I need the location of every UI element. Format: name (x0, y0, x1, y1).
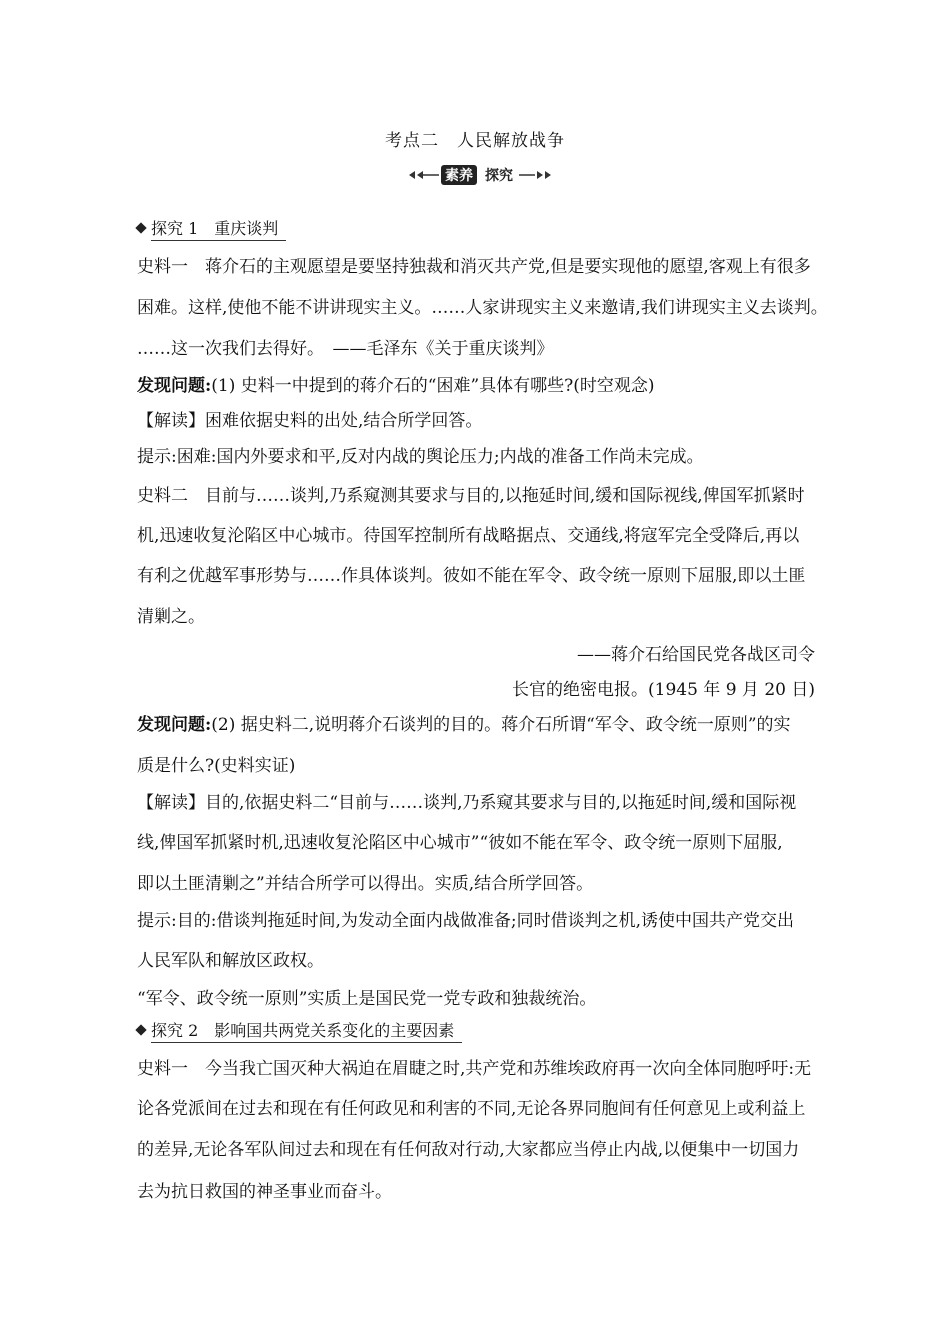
question-2-cont: 质是什么?(史料实证) (137, 756, 296, 776)
source-1-line: 史料一 蒋介石的主观愿望是要坚持独裁和消灭共产党,但是要实现他的愿望,客观上有很多 (137, 257, 811, 277)
banner-label-2: 探究 (485, 168, 513, 184)
section-2-source-line: 去为抗日救国的神圣事业而奋斗。 (137, 1182, 392, 1202)
question-text: (2) 据史料二,说明蒋介石谈判的目的。蒋介石所谓“军令、政令统一原则”的实 (211, 715, 791, 735)
source-2-attribution: ——蒋介石给国民党各战区司令 (577, 645, 815, 665)
interpretation-2: 线,俾国军抓紧时机,迅速收复沦陷区中心城市”“彼如不能在军令、政令统一原则下屈服, (137, 833, 783, 853)
section-2-heading: 探究 2 影响国共两党关系变化的主要因素 (137, 1020, 462, 1043)
section-banner (405, 162, 555, 188)
question-2 (137, 714, 827, 736)
section-2-source-line: 史料一 今当我亡国灭种大祸迫在眉睫之时,共产党和苏维埃政府再一次向全体同胞呼吁:无 (137, 1059, 812, 1079)
source-2-line: 清剿之。 (137, 607, 205, 627)
hint-1: 提示:困难:国内外要求和平,反对内战的舆论压力;内战的准备工作尚未完成。 (137, 447, 704, 467)
banner-left-ornament (409, 171, 439, 179)
interpretation-2: 即以土匪清剿之”并结合所学可以得出。实质,结合所学回答。 (137, 874, 594, 894)
question-1 (137, 375, 827, 397)
hint-2: “军令、政令统一原则”实质上是国民党一党专政和独裁统治。 (137, 989, 597, 1009)
question-label: 发现问题: (137, 376, 212, 396)
banner-label-1: 素养 (445, 168, 473, 184)
section-2-source-line: 的差异,无论各军队间过去和现在有任何敌对行动,大家都应当停止内战,以便集中一切国力 (137, 1140, 800, 1160)
question-text: (1) 史料一中提到的蒋介石的“困难”具体有哪些?(时空观念) (211, 376, 655, 396)
banner-right-ornament (519, 171, 551, 179)
source-2-line: 机,迅速收复沦陷区中心城市。待国军控制所有战略据点、交通线,将寇军完全受降后,再以 (137, 526, 800, 546)
section-1-heading: 探究 1 重庆谈判 (137, 218, 286, 241)
interpretation-2: 【解读】目的,依据史料二“目前与……谈判,乃系窥其要求与目的,以拖延时间,缓和国际视 (137, 793, 797, 813)
page-title: 考点二 人民解放战争 (385, 131, 565, 151)
diamond-bullet-icon (135, 222, 146, 233)
section-2-source-line: 论各党派间在过去和现在有任何政见和利害的不同,无论各界同胞间有任何意见上或利益上 (137, 1099, 806, 1119)
source-1-line: 困难。这样,使他不能不讲讲现实主义。……人家讲现实主义来邀请,我们讲现实主义去谈判。 (137, 298, 828, 318)
hint-2: 提示:目的:借谈判拖延时间,为发动全面内战做准备;同时借谈判之机,诱使中国共产党交出 (137, 911, 794, 931)
question-label: 发现问题: (137, 715, 212, 735)
source-1-line: ……这一次我们去得好。 ——毛泽东《关于重庆谈判》 (137, 339, 554, 359)
hint-2: 人民军队和解放区政权。 (137, 951, 324, 971)
diamond-bullet-icon (135, 1024, 146, 1035)
source-2-attribution: 长官的绝密电报。(1945 年 9 月 20 日) (512, 680, 815, 700)
source-2-line: 史料二 目前与……谈判,乃系窥测其要求与目的,以拖延时间,缓和国际视线,俾国军抓紧时 (137, 486, 805, 506)
source-2-line: 有利之优越军事形势与……作具体谈判。彼如不能在军令、政令统一原则下屈服,即以土匪 (137, 566, 806, 586)
interpretation-1: 【解读】困难依据史料的出处,结合所学回答。 (137, 411, 483, 431)
